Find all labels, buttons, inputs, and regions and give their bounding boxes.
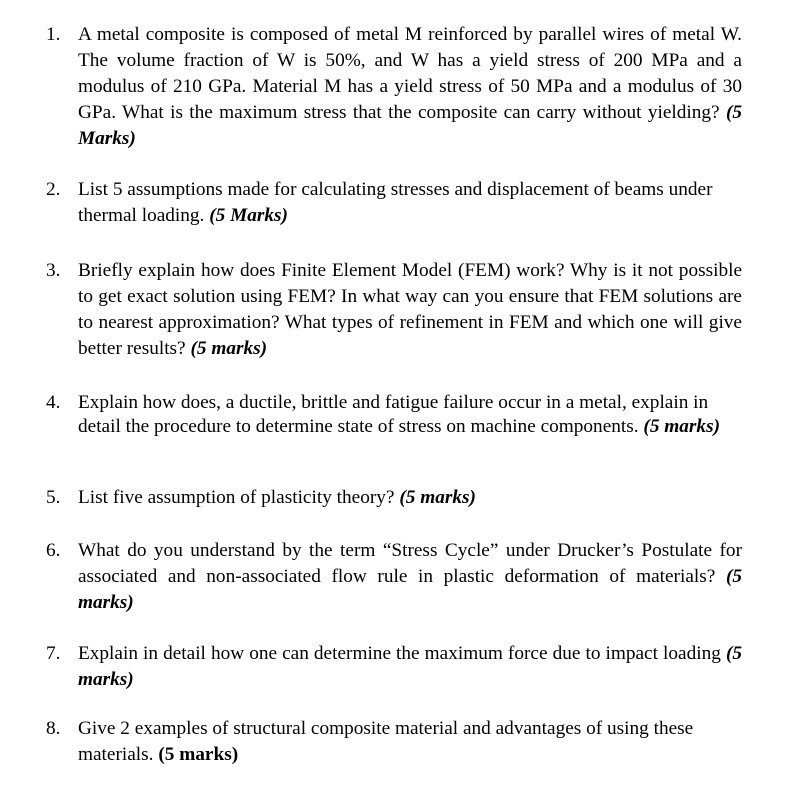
question-8	[46, 716, 742, 768]
question-body	[78, 538, 742, 616]
question-body	[78, 485, 742, 511]
question-marks: (5 marks)	[399, 487, 476, 508]
question-text: Explain how does, a ductile, brittle and fatigue failure occur in a metal, explain in detail the procedure to determine state of stress on machine components.	[78, 392, 709, 437]
question-body	[78, 22, 742, 152]
question-text: Explain in detail how one can determine the maximum force due to impact loading	[78, 643, 721, 664]
question-marks: (5 marks)	[158, 744, 239, 765]
question-body	[78, 391, 742, 439]
question-body	[78, 258, 742, 362]
question-number: 8.	[46, 718, 61, 739]
question-3	[46, 258, 742, 362]
question-text: List five assumption of plasticity theory?	[78, 487, 395, 508]
question-marks: (5 marks)	[78, 643, 742, 690]
question-text: Briefly explain how does Finite Element Model (FEM) work? Why is it not possible to get exact solution using FEM? In what way can you ensure that FEM solutions are to nearest approximation? What types of refinement in FEM and which one will give better results?	[78, 260, 742, 359]
question-number: 4.	[46, 392, 61, 413]
question-number: 7.	[46, 643, 61, 664]
question-body	[78, 641, 742, 693]
question-4	[46, 391, 742, 439]
question-2	[46, 177, 742, 229]
question-marks: (5 marks)	[643, 416, 720, 437]
question-6	[46, 538, 742, 616]
question-1	[46, 22, 742, 152]
question-marks: (5 marks)	[78, 566, 743, 613]
question-body	[78, 177, 742, 229]
question-7	[46, 641, 742, 693]
question-number: 2.	[46, 179, 61, 200]
question-5	[46, 485, 742, 511]
question-body	[78, 716, 742, 768]
question-number: 6.	[46, 540, 61, 561]
question-text: What do you understand by the term “Stress Cycle” under Drucker’s Postulate for associated and non-associated flow rule in plastic deformation of materials?	[78, 540, 742, 587]
question-text: Give 2 examples of structural composite material and advantages of using these materials.	[78, 718, 694, 765]
question-number: 3.	[46, 260, 61, 281]
question-number: 5.	[46, 487, 61, 508]
question-number: 1.	[46, 24, 61, 45]
question-marks: (5 Marks)	[209, 205, 288, 226]
question-text: List 5 assumptions made for calculating stresses and displacement of beams under thermal loading.	[78, 179, 713, 226]
question-marks: (5 marks)	[190, 338, 268, 359]
question-text: A metal composite is composed of metal M reinforced by parallel wires of metal W. The volume fraction of W is 50%, and W has a yield stress of 200 MPa and a modulus of 210 GPa. Material M has a yield stress of 50 MPa and a modulus of 30 GPa. What is the maximum stress that the composite can carry without yielding?	[78, 24, 742, 123]
question-marks: (5 Marks)	[78, 102, 743, 149]
